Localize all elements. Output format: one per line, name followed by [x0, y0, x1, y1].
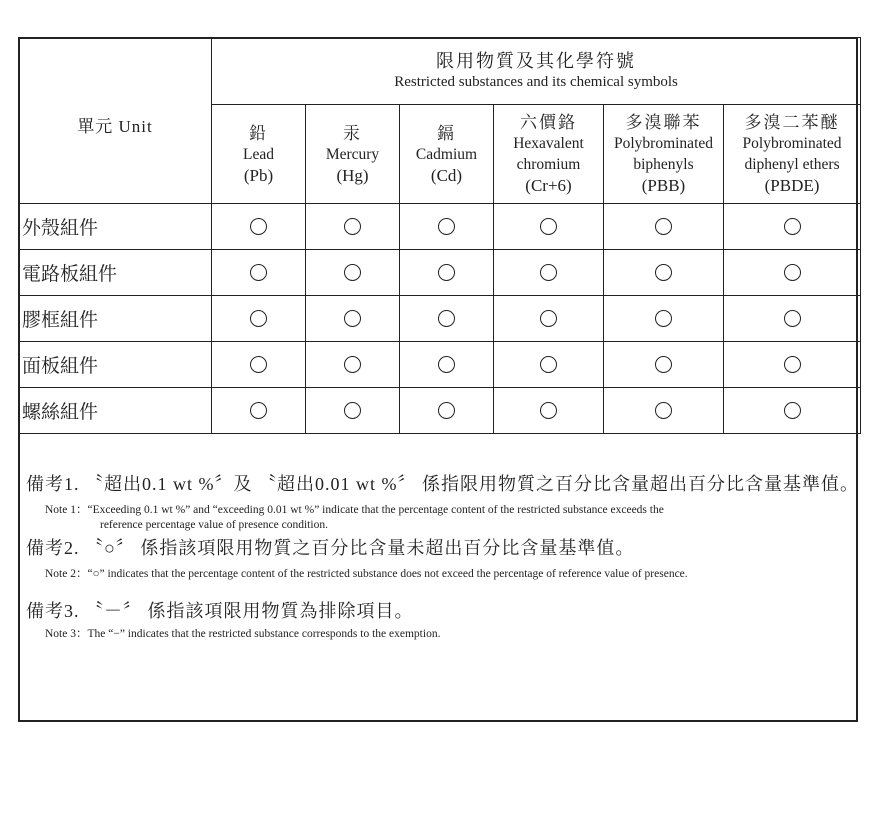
circle-mark-icon	[655, 356, 672, 373]
note-2-en: Note 2：“○” indicates that the percentage content of the restricted substance does not exceed the percentage of reference value of presence.	[45, 568, 688, 580]
restricted-substances-header	[212, 38, 861, 105]
restricted-substances-table	[18, 37, 861, 434]
compliance-cell	[212, 296, 306, 342]
substance-zh: 鉛	[249, 123, 268, 143]
row-label: 膠框組件	[19, 296, 212, 342]
row-label: 外殼組件	[19, 204, 212, 250]
circle-mark-icon	[438, 310, 455, 327]
circle-mark-icon	[784, 264, 801, 281]
substance-en: Polybrominated diphenyl ethers	[742, 135, 842, 173]
compliance-cell	[724, 250, 861, 296]
compliance-cell	[400, 250, 494, 296]
restricted-title-en: Restricted substances and its chemical symbols	[394, 74, 678, 90]
substance-en: Polybrominated biphenyls	[613, 135, 714, 173]
compliance-cell	[494, 388, 604, 434]
substance-header-lead	[212, 105, 306, 204]
circle-mark-icon	[784, 310, 801, 327]
circle-mark-icon	[784, 356, 801, 373]
unit-header: 單元 Unit	[19, 38, 212, 204]
note-1-en	[26, 503, 664, 533]
substance-zh: 多溴二苯醚	[744, 113, 840, 132]
circle-mark-icon	[540, 218, 557, 235]
circle-mark-icon	[438, 356, 455, 373]
restricted-title-zh: 限用物質及其化學符號	[436, 51, 637, 71]
compliance-cell	[212, 342, 306, 388]
substance-header-pbde	[724, 105, 861, 204]
compliance-cell	[724, 388, 861, 434]
substance-header-hexavalent-chromium	[494, 105, 604, 204]
circle-mark-icon	[540, 402, 557, 419]
note-1-zh: 備考1. 〝超出0.1 wt %〞及 〝超出0.01 wt %〞 係指限用物質之百分比含量超出百分比含量基準值。	[26, 474, 859, 494]
substance-en: Hexavalent chromium	[513, 135, 584, 173]
circle-mark-icon	[250, 356, 267, 373]
substance-symbol: (Pb)	[243, 165, 274, 185]
table-row	[19, 296, 861, 342]
circle-mark-icon	[344, 402, 361, 419]
compliance-cell	[494, 342, 604, 388]
circle-mark-icon	[250, 310, 267, 327]
substance-zh: 汞	[343, 123, 362, 143]
substance-symbol: (Cd)	[430, 165, 463, 185]
circle-mark-icon	[344, 218, 361, 235]
circle-mark-icon	[250, 402, 267, 419]
table-row	[19, 204, 861, 250]
compliance-cell	[604, 342, 724, 388]
compliance-cell	[212, 204, 306, 250]
circle-mark-icon	[540, 356, 557, 373]
note-1-en-line1: Note 1：“Exceeding 0.1 wt %” and “exceeding 0.01 wt %” indicate that the percentage content of the restricted substance exceeds the	[45, 504, 664, 516]
note-3-zh: 備考3. 〝－〞 係指該項限用物質為排除項目。	[26, 601, 414, 621]
circle-mark-icon	[655, 402, 672, 419]
substance-zh: 多溴聯苯	[625, 113, 702, 132]
circle-mark-icon	[250, 218, 267, 235]
compliance-cell	[724, 204, 861, 250]
table-row	[19, 388, 861, 434]
compliance-cell	[604, 250, 724, 296]
row-label: 螺絲組件	[19, 388, 212, 434]
substance-en: Lead	[243, 145, 274, 163]
compliance-cell	[604, 296, 724, 342]
compliance-cell	[306, 204, 400, 250]
circle-mark-icon	[540, 310, 557, 327]
compliance-cell	[400, 204, 494, 250]
circle-mark-icon	[655, 310, 672, 327]
substance-zh: 六價鉻	[520, 113, 577, 132]
compliance-cell	[494, 296, 604, 342]
substance-symbol: (PBB)	[641, 176, 686, 195]
compliance-cell	[724, 342, 861, 388]
note-1-en-line2: reference percentage value of presence condition.	[100, 519, 328, 531]
compliance-cell	[400, 388, 494, 434]
circle-mark-icon	[784, 218, 801, 235]
note-3-en: Note 3：The “−” indicates that the restricted substance corresponds to the exemption.	[45, 628, 441, 640]
circle-mark-icon	[784, 402, 801, 419]
circle-mark-icon	[438, 402, 455, 419]
compliance-cell	[494, 204, 604, 250]
note-2-zh: 備考2. 〝○〞 係指該項限用物質之百分比含量未超出百分比含量基準值。	[26, 538, 635, 558]
table-row	[19, 250, 861, 296]
circle-mark-icon	[250, 264, 267, 281]
compliance-cell	[724, 296, 861, 342]
compliance-cell	[400, 296, 494, 342]
substance-symbol: (Cr+6)	[525, 176, 572, 195]
compliance-cell	[212, 250, 306, 296]
substance-header-cadmium	[400, 105, 494, 204]
compliance-cell	[306, 250, 400, 296]
compliance-cell	[400, 342, 494, 388]
circle-mark-icon	[540, 264, 557, 281]
compliance-cell	[306, 296, 400, 342]
row-label: 電路板組件	[19, 250, 212, 296]
substance-zh: 鎘	[437, 123, 456, 143]
substance-header-mercury	[306, 105, 400, 204]
row-label: 面板組件	[19, 342, 212, 388]
compliance-cell	[604, 204, 724, 250]
substance-header-pbb	[604, 105, 724, 204]
circle-mark-icon	[344, 310, 361, 327]
compliance-cell	[494, 250, 604, 296]
circle-mark-icon	[438, 264, 455, 281]
compliance-cell	[306, 388, 400, 434]
substance-en: Cadmium	[415, 145, 478, 163]
compliance-cell	[604, 388, 724, 434]
table-row	[19, 342, 861, 388]
substance-symbol: (Hg)	[336, 165, 369, 185]
compliance-cell	[306, 342, 400, 388]
circle-mark-icon	[344, 264, 361, 281]
substance-symbol: (PBDE)	[764, 176, 820, 195]
circle-mark-icon	[655, 218, 672, 235]
circle-mark-icon	[438, 218, 455, 235]
substance-en: Mercury	[325, 145, 380, 163]
table-body	[19, 204, 861, 434]
circle-mark-icon	[344, 356, 361, 373]
compliance-cell	[212, 388, 306, 434]
circle-mark-icon	[655, 264, 672, 281]
